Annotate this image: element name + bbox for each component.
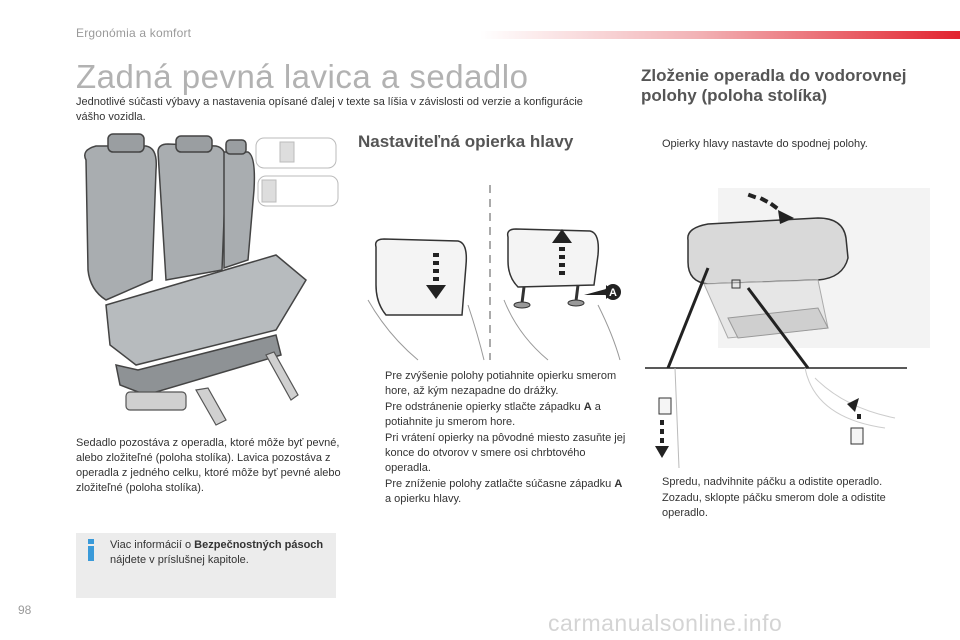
headrest-instructions-list: [364, 369, 626, 508]
bullet-text-after: a potiahnite ju smerom hore.: [385, 401, 601, 428]
latch-a-callout: [584, 284, 621, 300]
bullet-text: Pre odstránenie opierky stlačte západku: [385, 401, 584, 413]
front-lever: [655, 368, 679, 468]
page-title: Zadná pevná lavica a sedadlo: [76, 58, 529, 95]
bullet-text: Opierky hlavy nastavte do spodnej polohy.: [662, 138, 868, 150]
intro-text: Jednotlivé súčasti výbavy a nastavenia opísané ďalej v texte sa líšia v závislosti od verzie a konfigurácie vášho vozidla.: [76, 96, 583, 123]
rear-bench-illustration: [76, 130, 346, 430]
headrest-lowered: [368, 239, 484, 360]
latch-label: A: [583, 401, 592, 413]
list-item: [364, 400, 626, 430]
watermark: carmanualsonline.info: [548, 610, 783, 636]
headrest-raised: [504, 229, 621, 360]
bullet-text: Pre zníženie polohy zatlačte súčasne západku: [385, 478, 615, 490]
fold-bottom-list: [641, 475, 901, 522]
vehicle-layout-diagram: [256, 138, 338, 206]
callout-a-label: A: [609, 287, 617, 299]
headrest-illustration: [358, 185, 628, 360]
page-number: 98: [18, 603, 32, 617]
bullet-text: Zozadu, sklopte páčku smerom dole a odistite operadlo.: [662, 492, 886, 519]
bullet-text: Pri vrátení opierky na pôvodné miesto zasuňte jej konce do otvorov v smere osi chrbtového operadla.: [385, 432, 626, 474]
bullet-text: Pre zvýšenie polohy potiahnite opierku smerom hore, až kým nezapadne do drážky.: [385, 370, 617, 397]
info-text-after: nájdete v príslušnej kapitole.: [110, 554, 249, 566]
fold-backrest-illustration: [668, 188, 930, 368]
list-item: [641, 491, 901, 521]
list-item: [364, 477, 626, 507]
bullet-text: Spredu, nadvihnite páčku a odistite operadlo.: [662, 476, 883, 488]
section-label: Ergonómia a komfort: [76, 26, 192, 40]
latch-label: A: [614, 478, 623, 490]
list-item: [364, 369, 626, 399]
headrest-section-heading: Nastaviteľná opierka hlavy: [358, 132, 574, 151]
info-link-text: Bezpečnostných pásoch: [194, 539, 324, 551]
list-item: [364, 431, 626, 476]
arrow-up-icon: [847, 398, 861, 419]
list-item: [641, 475, 901, 490]
seat-description: Sedadlo pozostáva z operadla, ktoré môže byť pevné, alebo zložiteľné (poloha stolíka). Lavica pozostáva z operadla z jedného celku, ktoré môže byť pevné alebo zložiteľné (poloha stolíka).: [76, 437, 341, 494]
list-item: [641, 137, 931, 152]
header-accent-bar: [480, 31, 960, 39]
arrow-down-icon: [655, 420, 669, 458]
fold-section-heading: Zloženie operadla do vodorovnej polohy (poloha stolíka): [641, 66, 907, 105]
lever-illustration: [645, 368, 907, 468]
info-text: [110, 538, 330, 568]
bullet-text-after: a opierku hlavy.: [385, 493, 462, 505]
rear-lever: [805, 368, 895, 444]
info-text-before: Viac informácií o: [110, 539, 195, 551]
info-icon: [84, 539, 98, 561]
fold-top-list: [641, 137, 931, 153]
